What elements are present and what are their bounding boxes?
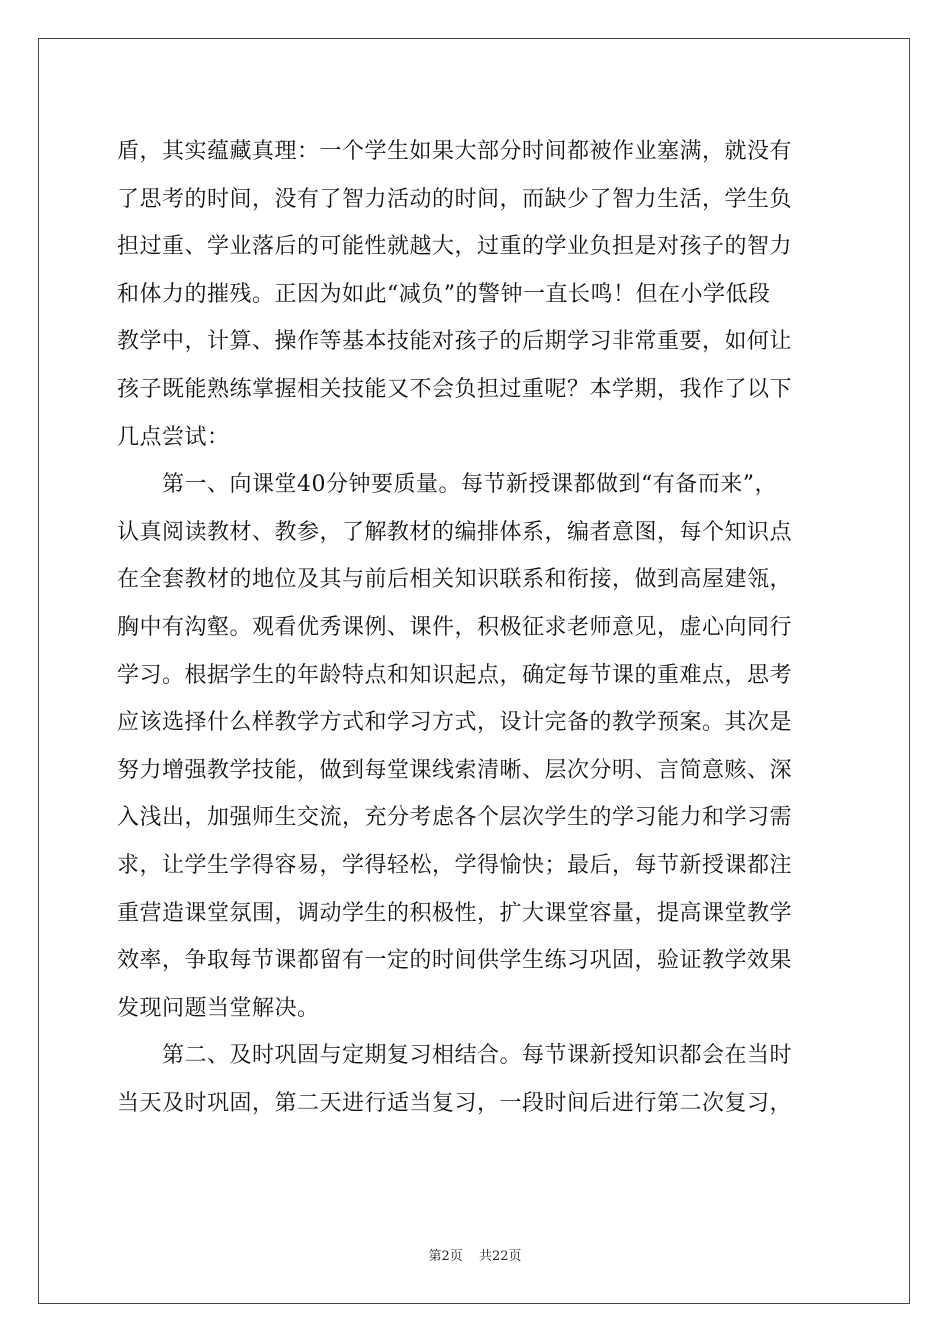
text-line: 当天及时巩固，第二天进行适当复习，一段时间后进行第二次复习， — [117, 1090, 793, 1116]
text-line: 了思考的时间，没有了智力活动的时间，而缺少了智力生活，学生负 — [117, 186, 793, 212]
text-line: 发现问题当堂解决。 — [117, 995, 320, 1021]
page-number-total: 共22页 — [478, 1249, 522, 1264]
page-footer — [0, 1245, 950, 1264]
text-line: 孩子既能熟练掌握相关技能又不会负担过重呢？本学期，我作了以下 — [117, 376, 793, 402]
text-line: 在全套教材的地位及其与前后相关知识联系和衔接，做到高屋建瓴， — [117, 567, 793, 593]
paragraph-start-line: 第二、及时巩固与定期复习相结合。每节课新授知识都会在当时 — [117, 1043, 793, 1069]
text-line: 入浅出，加强师生交流，充分考虑各个层次学生的学习能力和学习需 — [117, 805, 793, 831]
page-number-current: 第2页 — [428, 1249, 463, 1264]
text-line: 应该选择什么样教学方式和学习方式，设计完备的教学预案。其次是 — [117, 710, 793, 736]
paragraph-start-line: 第一、向课堂40分钟要质量。每节新授课都做到“有备而来”， — [117, 472, 777, 498]
text-line: 认真阅读教材、教参，了解教材的编排体系，编者意图，每个知识点 — [117, 519, 793, 545]
text-line: 努力增强教学技能，做到每堂课线索清晰、层次分明、言简意赅、深 — [117, 757, 793, 783]
text-line: 和体力的摧残。正因为如此“减负”的警钟一直长鸣！但在小学低段 — [117, 281, 771, 307]
text-line: 重营造课堂氛围，调动学生的积极性，扩大课堂容量，提高课堂教学 — [117, 900, 793, 926]
text-line: 效率，争取每节课都留有一定的时间供学生练习巩固，验证教学效果 — [117, 948, 793, 974]
text-line: 求，让学生学得容易，学得轻松，学得愉快；最后，每节新授课都注 — [117, 852, 793, 878]
text-line: 胸中有沟壑。观看优秀课例、课件，积极征求老师意见，虚心向同行 — [117, 614, 793, 640]
text-line: 盾，其实蕴藏真理：一个学生如果大部分时间都被作业塞满，就没有 — [117, 139, 793, 164]
text-line: 学习。根据学生的年龄特点和知识起点，确定每节课的重难点，思考 — [117, 662, 793, 688]
text-line: 教学中，计算、操作等基本技能对孩子的后期学习非常重要，如何让 — [117, 329, 793, 355]
text-line: 几点尝试： — [117, 424, 230, 450]
text-line: 担过重、学业落后的可能性就越大，过重的学业负担是对孩子的智力 — [117, 234, 793, 260]
document-body — [117, 128, 837, 1127]
